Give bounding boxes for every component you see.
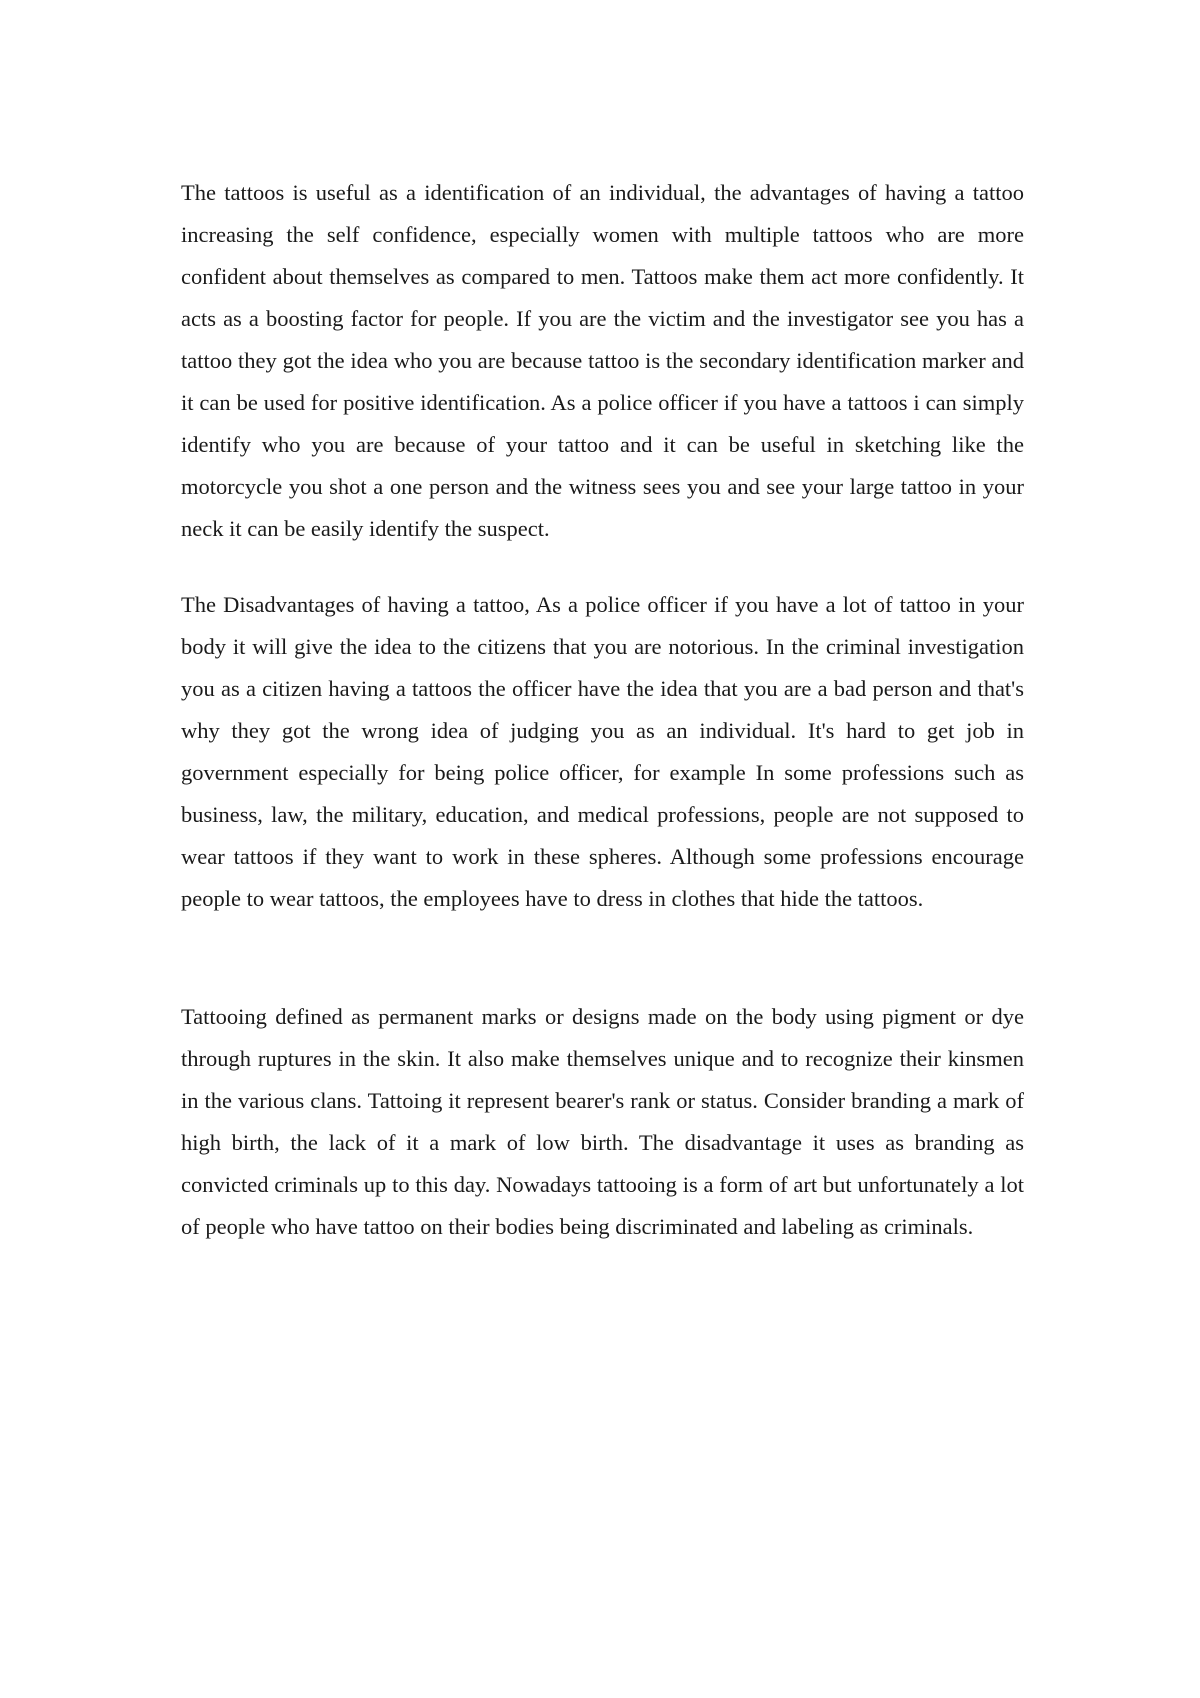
document-body (181, 172, 1024, 1248)
paragraph-tattooing-definition: Tattooing defined as permanent marks or designs made on the body using pigment or dye through ruptures in the skin. It also make themselves unique and to recognize their kinsmen in the various clans. Tattoing it represent bearer's rank or status. Consider branding a mark of high birth, the lack of it a mark of low birth. The disadvantage it uses as branding as convicted criminals up to this day. Nowadays tattooing is a form of art but unfortunately a lot of people who have tattoo on their bodies being discriminated and labeling as criminals. (181, 1004, 1024, 1239)
paragraph-tattoo-advantages: The tattoos is useful as a identification of an individual, the advantages of having a tattoo increasing the self confidence, especially women with multiple tattoos who are more confident about themselves as compared to men. Tattoos make them act more confidently. It acts as a boosting factor for people. If you are the victim and the investigator see you has a tattoo they got the idea who you are because tattoo is the secondary identification marker and it can be used for positive identification. As a police officer if you have a tattoos i can simply identify who you are because of your tattoo and it can be useful in sketching like the motorcycle you shot a one person and the witness sees you and see your large tattoo in your neck it can be easily identify the suspect. (181, 180, 1024, 541)
paragraph-tattoo-disadvantages: The Disadvantages of having a tattoo, As a police officer if you have a lot of tattoo in your body it will give the idea to the citizens that you are notorious. In the criminal investigation you as a citizen having a tattoos the officer have the idea that you are a bad person and that's why they got the wrong idea of judging you as an individual. It's hard to get job in government especially for being police officer, for example In some professions such as business, law, the military, education, and medical professions, people are not supposed to wear tattoos if they want to work in these spheres. Although some professions encourage people to wear tattoos, the employees have to dress in clothes that hide the tattoos. (181, 592, 1024, 911)
